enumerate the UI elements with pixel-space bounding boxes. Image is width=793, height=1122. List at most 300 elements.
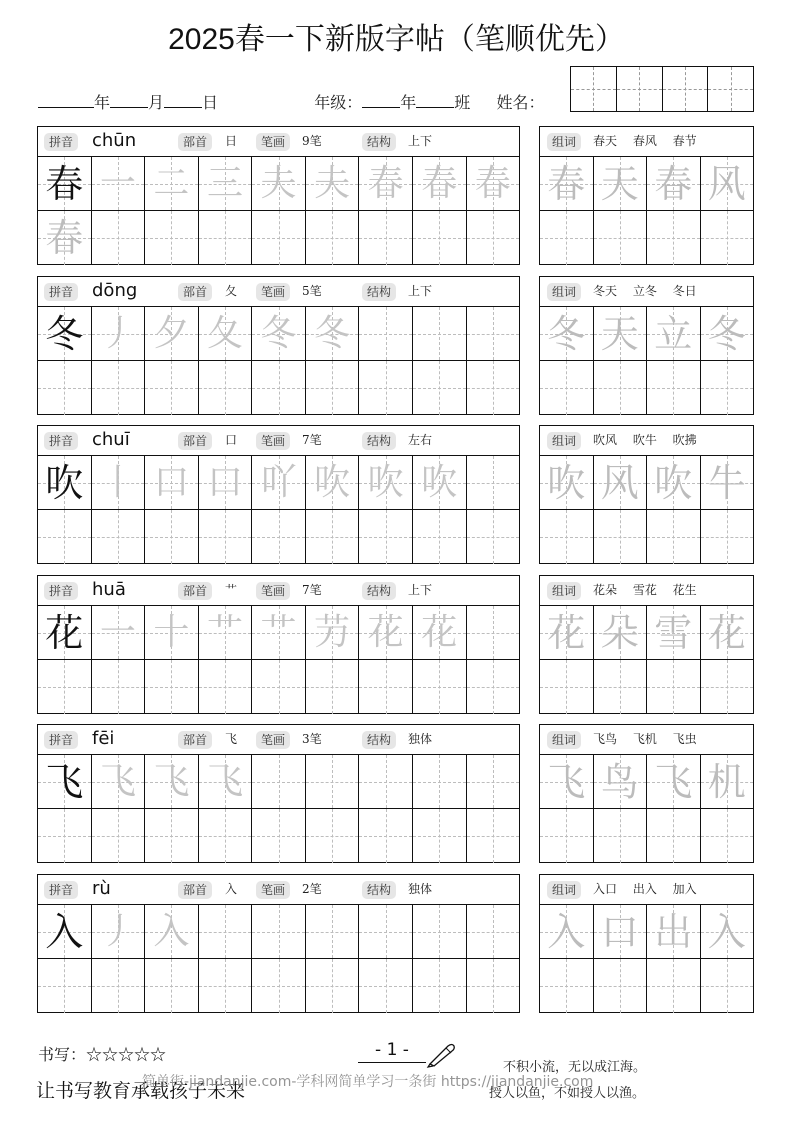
stroke-order-cell[interactable] [359, 456, 413, 509]
strokes-label: 笔画 [256, 432, 290, 450]
trace-cell[interactable] [38, 809, 92, 863]
stroke-order-cell[interactable] [467, 606, 520, 659]
word-practice-cell[interactable] [540, 959, 594, 1013]
trace-cell[interactable] [38, 959, 92, 1013]
word-trace-cell[interactable] [647, 606, 701, 659]
practice-cell[interactable] [467, 510, 520, 564]
practice-cell[interactable] [413, 510, 467, 564]
model-character: 春 [45, 161, 84, 206]
month-label: 月 [148, 93, 165, 112]
word-trace-character: 花 [707, 610, 746, 655]
word-trace-cell[interactable] [647, 157, 701, 210]
word-trace-cell[interactable] [701, 755, 754, 808]
stroke-order-cell[interactable] [199, 456, 253, 509]
word-trace-character: 天 [600, 161, 639, 206]
radical-label: 部首 [178, 881, 212, 899]
word-practice-cell[interactable] [594, 510, 648, 564]
practice-cell[interactable] [92, 959, 146, 1013]
stroke-order-cell[interactable] [145, 307, 199, 360]
word-trace-cell[interactable] [701, 456, 754, 509]
word-practice-box [539, 724, 754, 863]
word-trace-row [540, 307, 753, 361]
radical-value: 飞 [225, 732, 238, 746]
stroke-order-character: 吹 [314, 461, 351, 503]
word-trace-character: 吹 [547, 460, 586, 505]
word-trace-character: 入 [707, 909, 746, 954]
grade-blank[interactable] [362, 93, 400, 108]
words-value: 入口 出入 加入 [593, 882, 697, 896]
word-trace-character: 冬 [547, 311, 586, 356]
word-practice-box [539, 126, 754, 265]
stroke-order-character: 夫 [314, 162, 351, 204]
stroke-order-cell[interactable] [199, 606, 253, 659]
stroke-order-cell[interactable] [467, 755, 520, 808]
stroke-order-character: 艹 [206, 611, 243, 653]
word-practice-cell[interactable] [594, 809, 648, 863]
stroke-order-cell[interactable] [252, 905, 306, 958]
word-practice-cell[interactable] [701, 660, 754, 714]
month-blank[interactable] [110, 93, 148, 108]
stroke-order-cell[interactable] [199, 157, 253, 210]
word-trace-cell[interactable] [647, 456, 701, 509]
day-blank[interactable] [164, 93, 202, 108]
character-info-header [38, 277, 519, 307]
words-value: 春天 春风 春节 [593, 134, 697, 148]
strokes-label: 笔画 [256, 881, 290, 899]
character-practice-box [37, 126, 520, 265]
stroke-order-cell[interactable] [306, 307, 360, 360]
word-practice-cell[interactable] [647, 809, 701, 863]
practice-cell[interactable] [92, 660, 146, 714]
stroke-order-character: 冬 [260, 312, 297, 354]
practice-cell[interactable] [467, 660, 520, 714]
stroke-order-row [38, 307, 519, 361]
stroke-order-character: 丨 [99, 461, 136, 503]
class-blank[interactable] [416, 93, 454, 108]
stroke-order-character: 夕 [153, 312, 190, 354]
rating-stars: 书写：☆☆☆☆☆ [38, 1045, 167, 1064]
practice-cell[interactable] [306, 361, 360, 415]
practice-cell[interactable] [413, 211, 467, 265]
character-info-header [38, 875, 519, 905]
word-practice-cell[interactable] [594, 361, 648, 415]
word-trace-cell[interactable] [594, 905, 648, 958]
word-practice-cell[interactable] [647, 510, 701, 564]
watermark: 简单街-jiandanjie.com-学科网简单学习一条街 https://jiandanjie.com [142, 1074, 594, 1090]
words-header [540, 277, 753, 307]
practice-cell[interactable] [145, 361, 199, 415]
word-trace-row [540, 606, 753, 660]
practice-cell[interactable] [413, 361, 467, 415]
stroke-order-character: 入 [153, 910, 190, 952]
word-trace-character: 风 [707, 161, 746, 206]
stroke-order-cell[interactable] [199, 755, 253, 808]
practice-cell[interactable] [145, 660, 199, 714]
word-trace-character: 飞 [654, 759, 693, 804]
practice-cell[interactable] [467, 211, 520, 265]
stroke-order-cell[interactable] [92, 606, 146, 659]
strokes-value: 7笔 [302, 433, 322, 447]
word-trace-character: 风 [600, 460, 639, 505]
practice-cell[interactable] [145, 809, 199, 863]
grade-label: 年级： [314, 93, 363, 112]
word-practice-cell[interactable] [540, 211, 594, 265]
practice-row [38, 809, 519, 863]
radical-label: 部首 [178, 731, 212, 749]
stroke-order-cell[interactable] [145, 157, 199, 210]
structure-value: 上下 [408, 134, 433, 148]
word-trace-cell[interactable] [647, 905, 701, 958]
stroke-order-cell[interactable] [92, 755, 146, 808]
trace-cell[interactable] [38, 361, 92, 415]
word-trace-cell[interactable] [540, 905, 594, 958]
word-practice-box [539, 425, 754, 564]
practice-cell[interactable] [252, 660, 306, 714]
practice-row [38, 660, 519, 714]
word-trace-cell[interactable] [540, 755, 594, 808]
word-practice-cell[interactable] [647, 959, 701, 1013]
stroke-order-cell[interactable] [306, 755, 360, 808]
practice-cell[interactable] [252, 211, 306, 265]
radical-label: 部首 [178, 432, 212, 450]
word-trace-cell[interactable] [647, 755, 701, 808]
page-title: 2025春一下新版字帖（笔顺优先） [168, 23, 625, 56]
practice-cell[interactable] [199, 211, 253, 265]
word-trace-cell[interactable] [701, 157, 754, 210]
practice-row [38, 361, 519, 415]
word-practice-row [540, 211, 753, 265]
quote-line-2: 授人以鱼，不如授人以渔。 [489, 1086, 646, 1101]
words-label: 组词 [547, 283, 581, 301]
stroke-order-row [38, 456, 519, 510]
stroke-order-character: 吖 [260, 461, 297, 503]
stroke-order-character: 口 [206, 461, 243, 503]
character-info-header [38, 725, 519, 755]
word-trace-cell[interactable] [540, 307, 594, 360]
practice-cell[interactable] [359, 660, 413, 714]
word-trace-cell[interactable] [594, 456, 648, 509]
words-label: 组词 [547, 731, 581, 749]
practice-cell[interactable] [92, 510, 146, 564]
pinyin-value: dōng [92, 280, 138, 301]
stroke-order-cell[interactable] [199, 307, 253, 360]
pinyin-value: chuī [92, 429, 130, 450]
word-trace-character: 飞 [547, 759, 586, 804]
character-section [37, 126, 754, 265]
practice-cell[interactable] [145, 510, 199, 564]
name-cell[interactable] [663, 67, 709, 111]
strokes-value: 7笔 [302, 583, 322, 597]
practice-cell[interactable] [252, 809, 306, 863]
stroke-order-cell[interactable] [467, 157, 520, 210]
stroke-order-row [38, 755, 519, 809]
radical-label: 部首 [178, 582, 212, 600]
word-trace-cell[interactable] [701, 307, 754, 360]
practice-cell[interactable] [199, 660, 253, 714]
structure-label: 结构 [362, 133, 396, 151]
stroke-order-cell[interactable] [413, 755, 467, 808]
practice-cell[interactable] [306, 660, 360, 714]
word-trace-row [540, 755, 753, 809]
stroke-order-cell[interactable] [145, 606, 199, 659]
character-section [37, 425, 754, 564]
word-trace-cell[interactable] [701, 905, 754, 958]
practice-row [38, 211, 519, 265]
stroke-order-row [38, 157, 519, 211]
practice-cell[interactable] [359, 510, 413, 564]
stroke-order-character: 春 [367, 162, 404, 204]
word-trace-character: 立 [654, 311, 693, 356]
practice-cell[interactable] [359, 959, 413, 1013]
word-practice-box [539, 575, 754, 714]
word-trace-cell[interactable] [594, 157, 648, 210]
model-character: 冬 [45, 311, 84, 356]
stroke-order-cell[interactable] [413, 606, 467, 659]
stroke-order-character: 花 [367, 611, 404, 653]
practice-cell[interactable] [199, 809, 253, 863]
practice-cell[interactable] [413, 959, 467, 1013]
stroke-order-character: 冬 [314, 312, 351, 354]
practice-cell[interactable] [467, 959, 520, 1013]
word-practice-cell[interactable] [647, 211, 701, 265]
stroke-order-cell[interactable] [413, 456, 467, 509]
practice-cell[interactable] [92, 211, 146, 265]
word-practice-cell[interactable] [701, 361, 754, 415]
practice-cell[interactable] [306, 211, 360, 265]
word-practice-row [540, 809, 753, 863]
stroke-order-cell[interactable] [252, 157, 306, 210]
strokes-value: 5笔 [302, 284, 322, 298]
stroke-order-character: 飞 [99, 760, 136, 802]
quote-line-1: 不积小流，无以成江海。 [503, 1060, 647, 1075]
trace-cell[interactable] [38, 510, 92, 564]
model-cell [38, 157, 92, 210]
word-trace-character: 花 [547, 610, 586, 655]
name-cell[interactable] [708, 67, 753, 111]
structure-value: 上下 [408, 583, 433, 597]
trace-cell[interactable] [38, 211, 92, 265]
stroke-order-cell[interactable] [92, 905, 146, 958]
stroke-order-cell[interactable] [467, 307, 520, 360]
word-practice-cell[interactable] [701, 211, 754, 265]
practice-cell[interactable] [92, 361, 146, 415]
words-header [540, 725, 753, 755]
structure-value: 上下 [408, 284, 433, 298]
practice-cell[interactable] [306, 510, 360, 564]
structure-label: 结构 [362, 432, 396, 450]
stroke-order-character: 夂 [206, 312, 243, 354]
stroke-order-cell[interactable] [467, 456, 520, 509]
practice-cell[interactable] [145, 959, 199, 1013]
pinyin-label: 拼音 [44, 133, 78, 151]
word-practice-cell[interactable] [647, 660, 701, 714]
pinyin-label: 拼音 [44, 432, 78, 450]
stroke-order-cell[interactable] [92, 307, 146, 360]
name-cell[interactable] [617, 67, 663, 111]
stroke-order-character: 十 [153, 611, 190, 653]
words-header [540, 127, 753, 157]
model-character: 吹 [45, 460, 84, 505]
stroke-order-cell[interactable] [252, 456, 306, 509]
model-cell [38, 755, 92, 808]
character-practice-box [37, 874, 520, 1013]
stroke-order-cell[interactable] [359, 606, 413, 659]
stroke-order-character: 夫 [260, 162, 297, 204]
practice-cell[interactable] [306, 959, 360, 1013]
stroke-order-cell[interactable] [145, 905, 199, 958]
practice-row [38, 959, 519, 1013]
word-trace-cell[interactable] [540, 456, 594, 509]
character-practice-box [37, 575, 520, 714]
word-trace-cell[interactable] [594, 307, 648, 360]
stroke-order-cell[interactable] [413, 307, 467, 360]
name-cell[interactable] [571, 67, 617, 111]
year-blank[interactable] [38, 93, 94, 108]
character-practice-box [37, 724, 520, 863]
model-character: 入 [45, 909, 84, 954]
practice-cell[interactable] [199, 510, 253, 564]
stroke-order-cell[interactable] [413, 157, 467, 210]
stroke-order-cell[interactable] [306, 157, 360, 210]
radical-value: 日 [225, 134, 238, 148]
word-trace-cell[interactable] [540, 157, 594, 210]
pinyin-value: fēi [92, 728, 115, 749]
stroke-order-cell[interactable] [92, 157, 146, 210]
practice-cell[interactable] [145, 211, 199, 265]
pinyin-value: chūn [92, 130, 137, 151]
word-trace-cell[interactable] [647, 307, 701, 360]
stroke-order-character: 春 [474, 162, 511, 204]
strokes-value: 3笔 [302, 732, 322, 746]
word-practice-cell[interactable] [647, 361, 701, 415]
word-trace-row [540, 456, 753, 510]
word-trace-character: 鸟 [600, 759, 639, 804]
stroke-order-character: 口 [153, 461, 190, 503]
radical-value: 艹 [225, 583, 238, 597]
character-section [37, 874, 754, 1013]
word-trace-character: 春 [654, 161, 693, 206]
word-practice-cell[interactable] [540, 361, 594, 415]
word-trace-character: 口 [600, 909, 639, 954]
word-trace-character: 天 [600, 311, 639, 356]
stroke-order-cell[interactable] [306, 905, 360, 958]
stroke-order-character: 吹 [421, 461, 458, 503]
character-section [37, 276, 754, 415]
structure-label: 结构 [362, 582, 396, 600]
practice-cell[interactable] [467, 361, 520, 415]
word-trace-cell[interactable] [701, 606, 754, 659]
word-practice-cell[interactable] [701, 959, 754, 1013]
practice-cell[interactable] [359, 809, 413, 863]
words-label: 组词 [547, 133, 581, 151]
stroke-order-cell[interactable] [252, 755, 306, 808]
word-practice-cell[interactable] [594, 211, 648, 265]
word-practice-cell[interactable] [594, 660, 648, 714]
word-trace-cell[interactable] [594, 606, 648, 659]
practice-cell[interactable] [359, 211, 413, 265]
practice-cell[interactable] [252, 361, 306, 415]
words-value: 冬天 立冬 冬日 [593, 284, 697, 298]
practice-cell[interactable] [252, 959, 306, 1013]
stroke-order-cell[interactable] [359, 905, 413, 958]
stroke-order-cell[interactable] [359, 755, 413, 808]
grade-year-label: 年 [400, 93, 417, 112]
stroke-order-cell[interactable] [145, 456, 199, 509]
pinyin-label: 拼音 [44, 731, 78, 749]
page-number: - 1 - [358, 1040, 426, 1063]
word-trace-character: 春 [547, 161, 586, 206]
info-line [38, 90, 544, 113]
words-header [540, 426, 753, 456]
stroke-order-cell[interactable] [252, 307, 306, 360]
words-value: 吹风 吹牛 吹拂 [593, 433, 697, 447]
stroke-order-cell[interactable] [145, 755, 199, 808]
character-info-header [38, 576, 519, 606]
word-practice-row [540, 959, 753, 1013]
word-practice-cell[interactable] [701, 809, 754, 863]
structure-label: 结构 [362, 731, 396, 749]
model-cell [38, 456, 92, 509]
slogan: 让书写教育承载孩子未来 [36, 1080, 246, 1102]
character-info-header [38, 426, 519, 456]
practice-cell[interactable] [199, 361, 253, 415]
word-trace-row [540, 157, 753, 211]
radical-label: 部首 [178, 133, 212, 151]
stroke-order-cell[interactable] [306, 606, 360, 659]
word-practice-cell[interactable] [594, 959, 648, 1013]
stroke-order-character: 一 [99, 162, 136, 204]
words-label: 组词 [547, 432, 581, 450]
pinyin-value: rù [92, 878, 111, 899]
stroke-order-cell[interactable] [467, 905, 520, 958]
trace-cell[interactable] [38, 660, 92, 714]
stroke-order-cell[interactable] [306, 456, 360, 509]
stroke-order-character: 丿 [99, 312, 136, 354]
stroke-order-character: 芀 [314, 611, 351, 653]
radical-value: 夂 [225, 284, 238, 298]
character-section [37, 724, 754, 863]
word-practice-cell[interactable] [701, 510, 754, 564]
structure-value: 独体 [408, 882, 433, 896]
words-label: 组词 [547, 582, 581, 600]
word-practice-row [540, 361, 753, 415]
stroke-order-cell[interactable] [359, 307, 413, 360]
practice-cell[interactable] [92, 809, 146, 863]
stroke-order-character: 春 [421, 162, 458, 204]
practice-cell[interactable] [413, 660, 467, 714]
word-trace-cell[interactable] [540, 606, 594, 659]
name-boxes[interactable] [570, 66, 754, 112]
word-trace-cell[interactable] [594, 755, 648, 808]
practice-cell[interactable] [467, 809, 520, 863]
practice-cell[interactable] [199, 959, 253, 1013]
stroke-order-cell[interactable] [413, 905, 467, 958]
stroke-order-cell[interactable] [359, 157, 413, 210]
practice-cell[interactable] [413, 809, 467, 863]
pinyin-label: 拼音 [44, 881, 78, 899]
practice-cell[interactable] [359, 361, 413, 415]
word-practice-cell[interactable] [540, 660, 594, 714]
practice-cell[interactable] [252, 510, 306, 564]
structure-label: 结构 [362, 881, 396, 899]
model-cell [38, 606, 92, 659]
word-practice-cell[interactable] [540, 510, 594, 564]
practice-cell[interactable] [306, 809, 360, 863]
word-practice-cell[interactable] [540, 809, 594, 863]
stroke-order-cell[interactable] [199, 905, 253, 958]
stroke-order-cell[interactable] [252, 606, 306, 659]
stroke-order-cell[interactable] [92, 456, 146, 509]
